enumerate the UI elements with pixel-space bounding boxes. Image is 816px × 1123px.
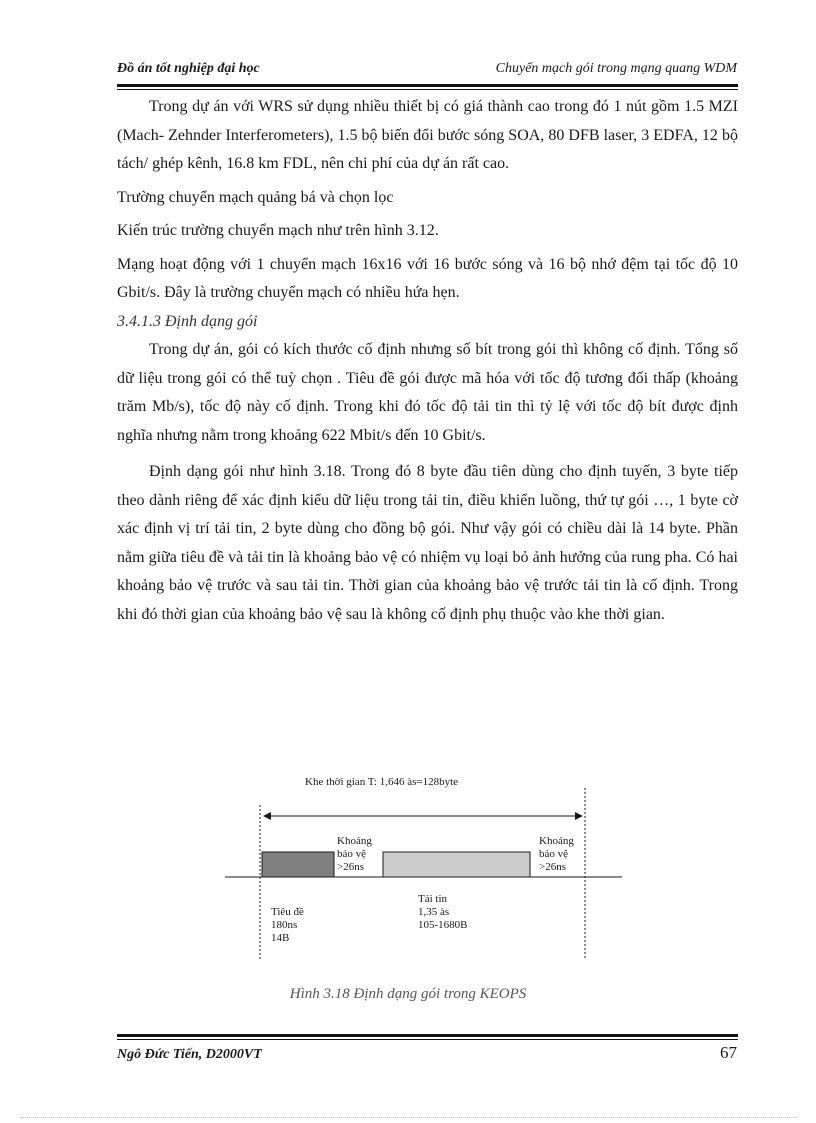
paragraph-broadcast-select: Trường chuyển mạch quảng bá và chọn lọc <box>117 188 394 206</box>
footer-rule-thin <box>117 1039 738 1040</box>
guard-front-label <box>337 835 372 874</box>
guard-back-line2: bảo vệ <box>539 848 569 860</box>
header-rule-thick <box>117 84 738 87</box>
payload-label-line3: 105-1680B <box>418 919 468 931</box>
page-header-right: Chuyển mạch gói trong mạng quang WDM <box>495 61 737 76</box>
guard-front-line2: bảo vệ <box>337 848 367 860</box>
paragraph-packet-size: Trong dự án, gói có kích thước cố định nhưng số bít trong gói thì không cố định. Tổng số dữ liệu trong gói có thể tuỳ chọn . Tiêu đề gói được mã hóa với tốc độ tương đối thấp (khoảng trăm Mb/s), tốc độ này cố định. Trong khi đó tốc độ tải tin thì tỷ lệ với tốc độ bít được định nghĩa nhưng nằm trong khoảng 622 Mbit/s đến 10 Gbit/s. <box>117 341 738 444</box>
footer-author: Ngô Đức Tiến, D2000VT <box>117 1047 262 1062</box>
header-block <box>262 852 334 877</box>
header-label-line3: 14B <box>271 932 290 944</box>
guard-front-line3: >26ns <box>337 861 364 873</box>
payload-label-line2: 1,35 às <box>418 906 450 918</box>
header-block-label <box>271 906 304 945</box>
footer-rule-thick <box>117 1034 738 1037</box>
paragraph-wrs-cost: Trong dự án với WRS sử dụng nhiều thiết bị có giá thành cao trong đó 1 nút gồm 1.5 MZI (Mach- Zehnder Interferometers), 1.5 bộ biến đổi bước sóng SOA, 80 DFB laser, 3 EDFA, 12 bộ tách/ ghép kênh, 16.8 km FDL, nên chi phí của dự án rất cao. <box>117 98 738 172</box>
paragraph-architecture: Kiến trúc trường chuyển mạch như trên hình 3.12. <box>117 222 439 239</box>
section-heading: 3.4.1.3 Định dạng gói <box>117 312 258 330</box>
paragraph-network-operation: Mạng hoạt động với 1 chuyển mạch 16x16 với 16 bước sóng và 16 bộ nhớ đệm tại tốc độ 10 Gbit/s. Đây là trường chuyển mạch có nhiều hứa hẹn. <box>117 255 738 301</box>
header-label-line1: Tiêu đề <box>271 906 304 918</box>
payload-block-label <box>418 893 468 932</box>
guard-front-line1: Khoảng <box>337 835 372 847</box>
guard-back-label <box>539 835 574 874</box>
header-rule-thin <box>117 89 738 90</box>
page-bottom-dotted-line <box>20 1117 796 1118</box>
header-label-line2: 180ns <box>271 919 298 931</box>
paragraph-packet-format: Định dạng gói như hình 3.18. Trong đó 8 byte đầu tiên dùng cho định tuyến, 3 byte tiếp theo dành riêng để xác định kiểu dữ liệu trong tải tin, điều khiển luồng, thứ tự gói …, 1 byte cờ xác định vị trí tải tin, 2 byte dùng cho đồng bộ gói. Như vậy gói có chiều dài là 14 byte. Phần nằm giữa tiêu đề và tải tin là khoảng bảo vệ có nhiệm vụ loại bỏ ảnh hưởng của rung pha. Có hai khoảng bảo vệ trước và sau tải tin. Thời gian của khoảng bảo vệ trước tải tin là cố định. Trong khi đó thời gian của khoảng bảo vệ sau là không cố định phụ thuộc vào khe thời gian. <box>117 463 738 623</box>
payload-label-line1: Tải tin <box>418 893 448 905</box>
page-header-left: Đồ án tốt nghiệp đại học <box>117 61 260 76</box>
page-number: 67 <box>720 1043 737 1062</box>
guard-back-line3: >26ns <box>539 861 566 873</box>
body-text <box>117 93 738 629</box>
payload-block <box>383 852 530 877</box>
guard-back-line1: Khoảng <box>539 835 574 847</box>
timeslot-label: Khe thời gian T: 1,646 às=128byte <box>305 776 459 788</box>
figure-caption: Hình 3.18 Định dạng gói trong KEOPS <box>289 986 527 1002</box>
